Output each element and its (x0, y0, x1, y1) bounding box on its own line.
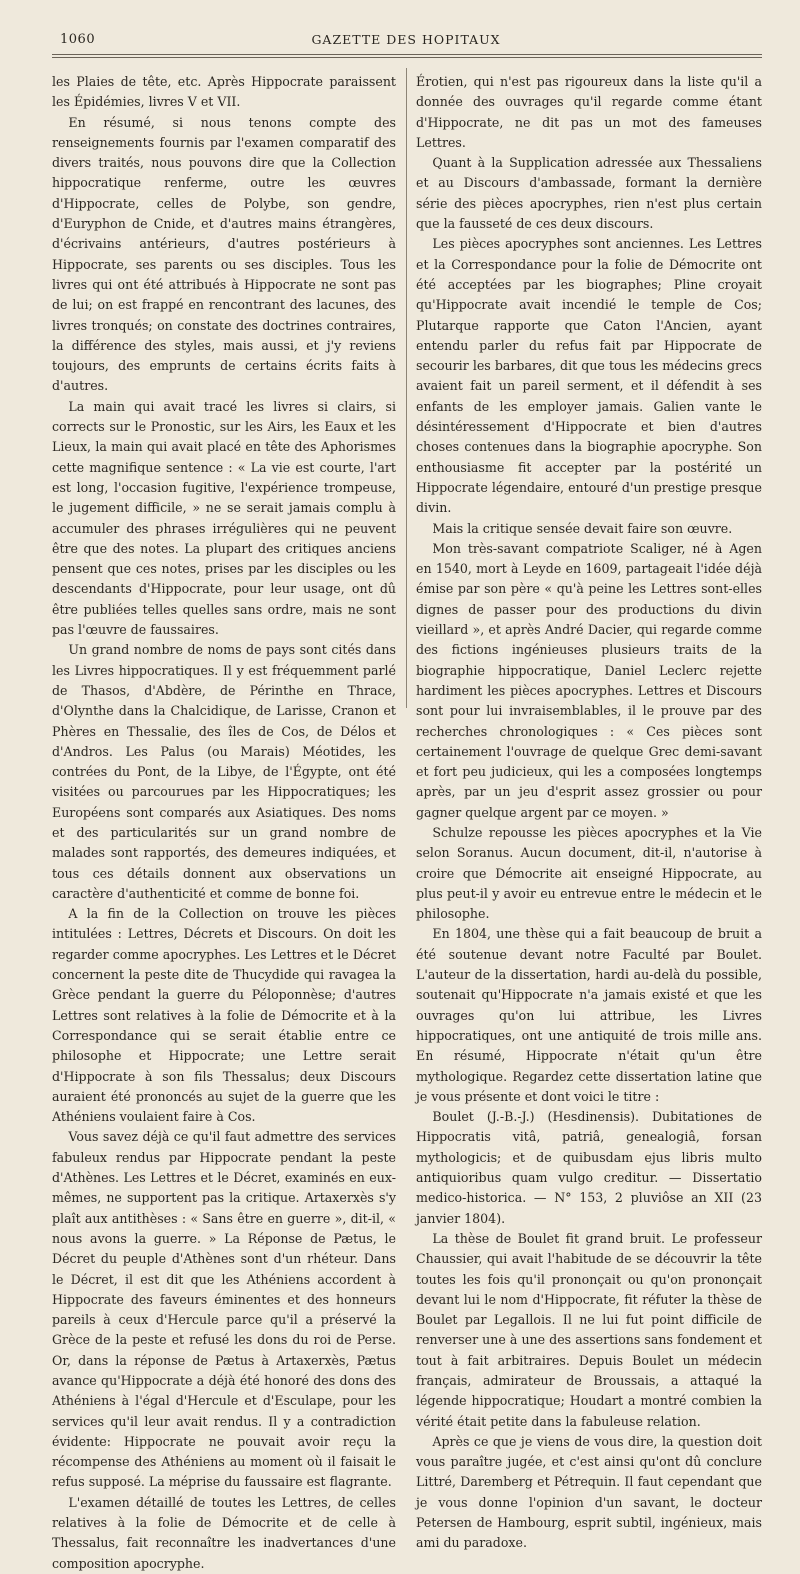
thesis-citation: Boulet (J.-B.-J.) (Hesdinensis). Dubitationes de Hippocratis vitâ, patriâ, genealogiâ, forsan mythologicis; et de quibusdam ejus libris multo antiquioribus quam vulgo creditur. — Dissertatio medico-historica. — N° 153, 2 pluviôse an XII (23 janvier 1804). (416, 1109, 762, 1226)
paragraph: La thèse de Boulet fit grand bruit. Le professeur Chaussier, qui avait l'habitude de se découvrir la tête toutes les fois qu'il prononçait ou qu'on prononçait devant lui le nom d'Hippocrate, fit réfuter la thèse de Boulet par Legallois. Il ne lui fut point difficile de renverser une à une des assertions sans fondement et tout à fait arbitraires. Depuis Boulet un médecin français, admirateur de Broussais, a attaqué la légende hippocratique; Houdart a montré combien la vérité était petite dans la fabuleuse relation. (416, 1230, 762, 1429)
paragraph: les Plaies de tête, etc. Après Hippocrate paraissent les Épidémies, livres V et VII. (52, 74, 396, 110)
page-header (52, 32, 760, 52)
header-rule-top (52, 54, 762, 55)
header-rule-bottom (52, 57, 762, 58)
right-column (416, 72, 762, 1551)
paragraph: La main qui avait tracé les livres si clairs, si corrects sur le Pronostic, sur les Airs, les Eaux et les Lieux, la main qui avait placé en tête des Aphorismes cette magnifique sentence : « La vie est courte, l'art est long, l'occasion fugitive, l'expérience trompeuse, le jugement difficile, » ne se serait jamais complu à accumuler des phrases irrégulières qui ne peuvent être que des notes. La plupart des critiques anciens pensent que ces notes, prises par les disciples ou les descendants d'Hippocrate, pour leur usage, ont dû être publiées telles quelles sans ordre, mais ne sont pas l'œuvre de faussaires. (52, 398, 396, 638)
paragraph: L'examen détaillé de toutes les Lettres, de celles relatives à la folie de Démocrite et de celle à Thessalus, fait reconnaître les inadvertances d'une composition apocryphe. (52, 1494, 396, 1571)
paragraph: En 1804, une thèse qui a fait beaucoup de bruit a été soutenue devant notre Faculté par Boulet. L'auteur de la dissertation, hardi au-delà du possible, soutenait qu'Hippocrate n'a jamais existé et que les ouvrages qu'on lui attribue, les Livres hippocratiques, ont une antiquité de trois mille ans. En résumé, Hippocrate n'était qu'un être mythologique. Regardez cette dissertation latine que je vous présente et dont voici le titre : (416, 926, 762, 1104)
column-divider (406, 68, 407, 708)
paragraph: Après ce que je viens de vous dire, la question doit vous paraître jugée, et c'est ainsi qu'ont dû conclure Littré, Daremberg et Pétrequin. Il faut cependant que je vous donne l'opinion d'un savant, le docteur Petersen de Hambourg, esprit subtil, ingénieux, mais ami du paradoxe. (416, 1433, 762, 1551)
paragraph: Les pièces apocryphes sont anciennes. Les Lettres et la Correspondance pour la folie de Démocrite ont été acceptées par les biographes; Pline croyait qu'Hippocrate avait incendié le temple de Cos; Plutarque rapporte que Caton l'Ancien, ayant entendu parler du refus fait par Hippocrate de secourir les barbares, dit que tous les médecins grecs avaient fait un pareil serment, et il défendit à ses enfants de les employer jamais. Galien vante le désintéressement d'Hippocrate et bien d'autres choses contenues dans la biographie apocryphe. Son enthousiasme fit accepter par la postérité un Hippocrate légendaire, entouré d'un prestige presque divin. (416, 236, 762, 516)
paragraph: En résumé, si nous tenons compte des renseignements fournis par l'examen comparatif des divers traités, nous pouvons dire que la Collection hippocratique renferme, outre les œuvres d'Hippocrate, celles de Polybe, son gendre, d'Euryphon de Cnide, et d'autres mains étrangères, d'écrivains antérieurs, d'autres postérieurs à Hippocrate, ses parents ou ses disciples. Tous les livres qui ont été attribués à Hippocrate ne sont pas de lui; on est frappé en rencontrant des lacunes, des livres tronqués; on constate des doctrines contraires, la différence des styles, mais aussi, et j'y reviens toujours, des emprunts de certains écrits faits à d'autres. (52, 114, 396, 394)
journal-title: GAZETTE DES HOPITAUX (311, 32, 501, 47)
paragraph: Mais la critique sensée devait faire son œuvre. (432, 520, 733, 536)
page-number: 1060 (60, 32, 96, 47)
paragraph: Mon très-savant compatriote Scaliger, né à Agen en 1540, mort à Leyde en 1609, partageait l'idée déjà émise par son père « qu'à peine les Lettres sont-elles dignes de passer pour des productions du divin vieillard », et après André Dacier, qui regarde comme des fictions ingénieuses plusieurs traits de la biographie hippocratique, Daniel Leclerc rejette hardiment les pièces apocryphes. Lettres et Discours sont pour lui invraisemblables, il le prouve par des recherches chronologiques : « Ces pièces sont certainement l'ouvrage de quelque Grec demi-savant et fort peu judicieux, qui les a composées longtemps après, par un jeu d'esprit assez grossier ou pour gagner quelque argent par ce moyen. » (416, 540, 762, 820)
paragraph: Érotien, qui n'est pas rigoureux dans la liste qu'il a donnée des ouvrages qu'il regarde comme étant d'Hippocrate, ne dit pas un mot des fameuses Lettres. (416, 74, 762, 150)
paragraph: Quant à la Supplication adressée aux Thessaliens et au Discours d'ambassade, formant la dernière série des pièces apocryphes, rien n'est plus certain que la fausseté de ces deux discours. (416, 155, 762, 232)
paragraph: Vous savez déjà ce qu'il faut admettre des services fabuleux rendus par Hippocrate pendant la peste d'Athènes. Les Lettres et le Décret, examinés en eux-mêmes, ne supportent pas la critique. Artaxerxès s'y plaît aux antithèses : « Sans être en guerre », dit-il, « nous avons la guerre. » La Réponse de Pætus, le Décret du peuple d'Athènes sont d'un rhéteur. Dans le Décret, il est dit que les Athéniens accordent à Hippocrate des faveurs éminentes et des honneurs pareils à ceux d'Hercule parce qu'il a préservé la Grèce de la peste et refusé les dons du roi de Perse. Or, dans la réponse de Pætus à Artaxerxès, Pætus avance qu'Hippocrate a déjà été honoré des dons des Athéniens à l'égal d'Hercule et d'Esculape, pour les services qu'il leur avait rendus. Il y a contradiction évidente: Hippocrate ne pouvait avoir reçu la récompense des Athéniens au moment où il faisait le refus supposé. La méprise du faussaire est flagrante. (52, 1129, 396, 1490)
paragraph: Schulze repousse les pièces apocryphes et la Vie selon Soranus. Aucun document, dit-il, n'autorise à croire que Démocrite ait enseigné Hippocrate, au plus peut-il y avoir eu entrevue entre le médecin et le philosophe. (416, 824, 762, 922)
left-column (52, 72, 396, 1571)
paragraph: Un grand nombre de noms de pays sont cités dans les Livres hippocratiques. Il y est fréquemment parlé de Thasos, d'Abdère, de Périnthe en Thrace, d'Olynthe dans la Chalcidique, de Larisse, Cranon et Phères en Thessalie, des îles de Cos, de Délos et d'Andros. Les Palus (ou Marais) Méotides, les contrées du Pont, de la Libye, de l'Égypte, ont été visitées ou parcourues par les Hippocratiques; les Européens sont comparés aux Asiatiques. Des noms et des particularités sur un grand nombre de malades sont rapportés, des demeures indiquées, et tous ces détails donnent aux observations un caractère d'authenticité et comme de bonne foi. (52, 642, 396, 901)
paragraph: A la fin de la Collection on trouve les pièces intitulées : Lettres, Décrets et Discours. On doit les regarder comme apocryphes. Les Lettres et le Décret concernent la peste dite de Thucydide qui ravagea la Grèce pendant la guerre du Péloponnèse; d'autres Lettres sont relatives à la folie de Démocrite et à la Correspondance qui se serait établie entre ce philosophe et Hippocrate; une Lettre serait d'Hippocrate à son fils Thessalus; deux Discours auraient été prononcés au sujet de la guerre que les Athéniens voulaient faire à Cos. (52, 906, 396, 1125)
